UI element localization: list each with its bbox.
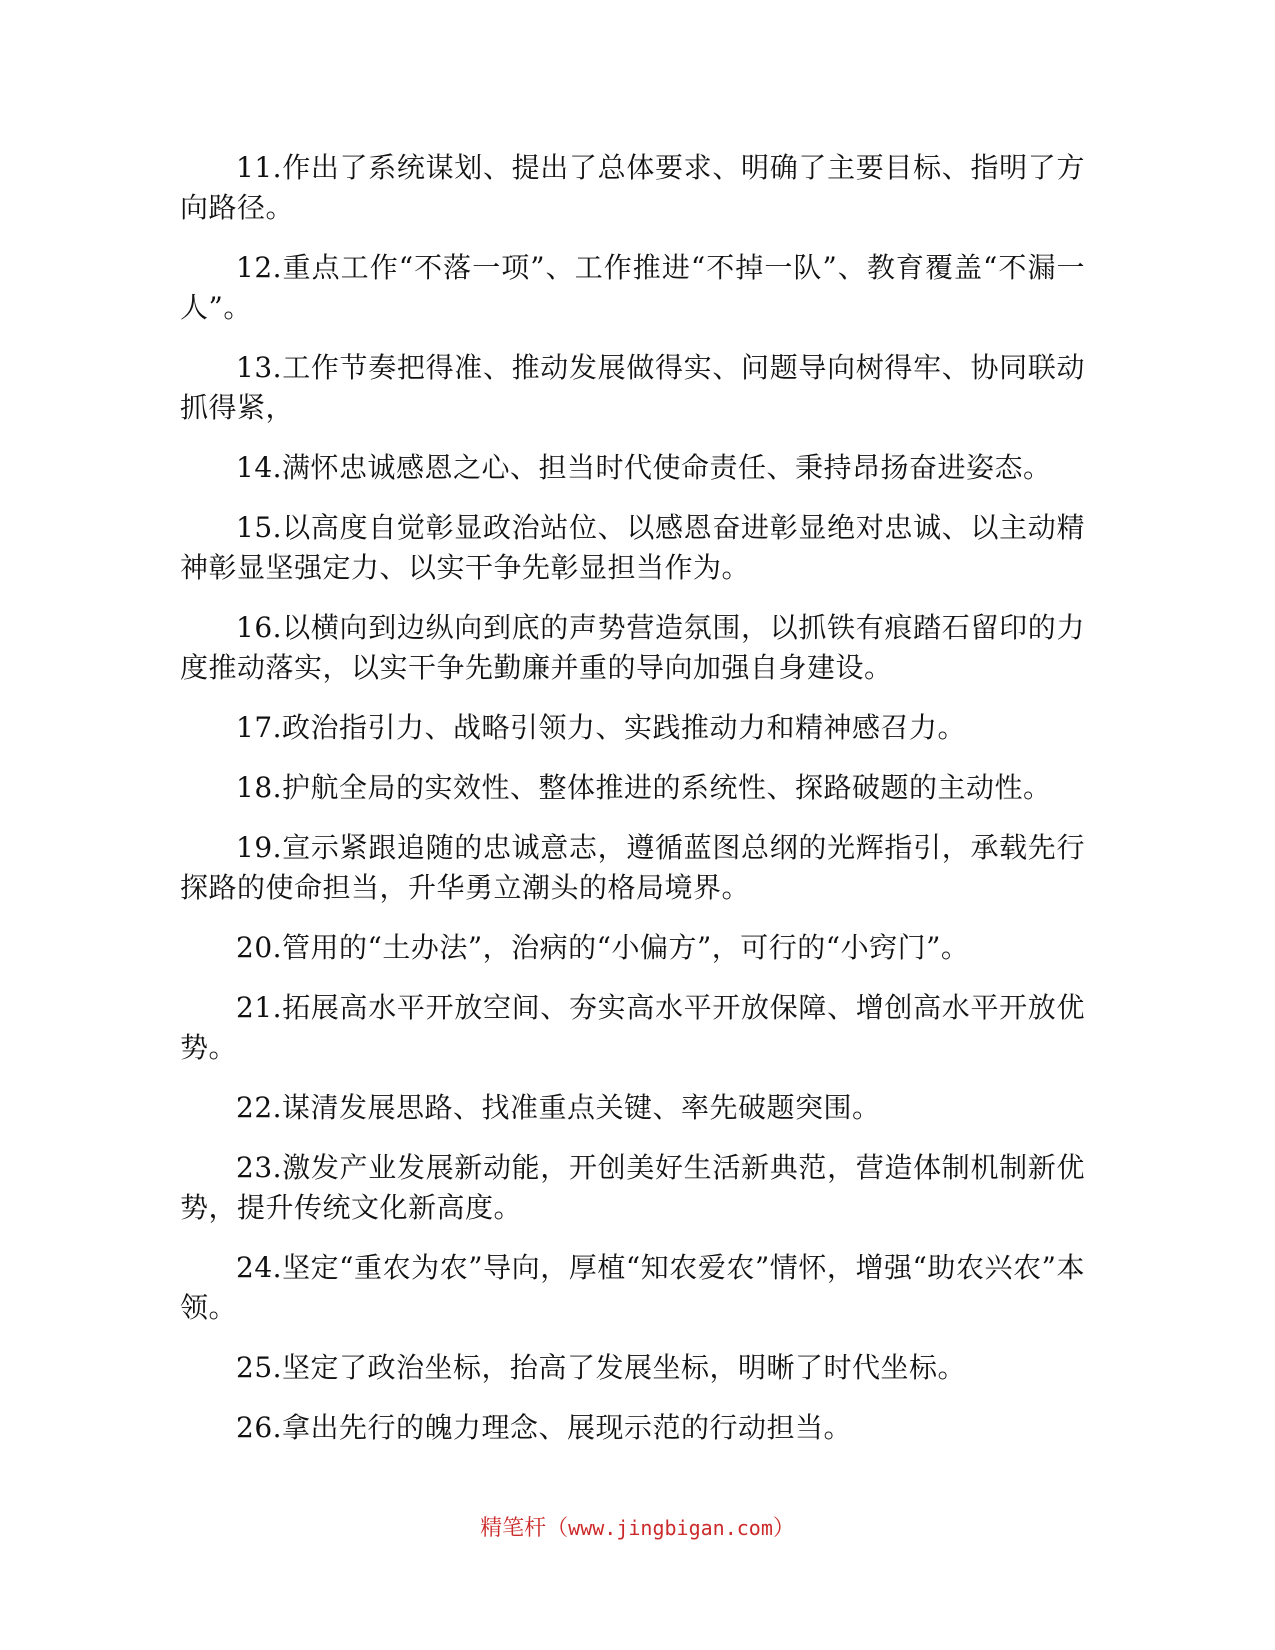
footer-site-name: 精笔杆 — [480, 1516, 547, 1541]
paragraph-19: 19.宣示紧跟追随的忠诚意志，遵循蓝图总纲的光辉指引，承载先行探路的使命担当，升华勇立潮头的格局境界。 — [180, 831, 1085, 904]
paragraph-25: 25.坚定了政治坐标，抬高了发展坐标，明晰了时代坐标。 — [236, 1351, 967, 1384]
paragraph-24: 24.坚定“重农为农”导向，厚植“知农爱农”情怀，增强“助农兴农”本领。 — [180, 1251, 1085, 1324]
paragraph-11: 11.作出了系统谋划、提出了总体要求、明确了主要目标、指明了方向路径。 — [180, 151, 1085, 224]
paragraph-15: 15.以高度自觉彰显政治站位、以感恩奋进彰显绝对忠诚、以主动精神彰显坚强定力、以实干争先彰显担当作为。 — [180, 511, 1085, 584]
paragraph-12: 12.重点工作“不落一项”、工作推进“不掉一队”、教育覆盖“不漏一人”。 — [180, 251, 1085, 324]
paragraph-26: 26.拿出先行的魄力理念、展现示范的行动担当。 — [236, 1411, 853, 1444]
paragraph-21: 21.拓展高水平开放空间、夯实高水平开放保障、增创高水平开放优势。 — [180, 991, 1085, 1064]
paragraph-18: 18.护航全局的实效性、整体推进的系统性、探路破题的主动性。 — [236, 771, 1052, 804]
footer-open-paren: （ — [546, 1516, 569, 1541]
paragraph-16: 16.以横向到边纵向到底的声势营造氛围，以抓铁有痕踏石留印的力度推动落实，以实干争先勤廉并重的导向加强自身建设。 — [180, 611, 1085, 684]
paragraph-14: 14.满怀忠诚感恩之心、担当时代使命责任、秉持昂扬奋进姿态。 — [236, 451, 1052, 484]
paragraph-17: 17.政治指引力、战略引领力、实践推动力和精神感召力。 — [236, 711, 967, 744]
document-body — [180, 148, 1085, 1468]
paragraph-13: 13.工作节奏把得准、推动发展做得实、问题导向树得牢、协同联动抓得紧， — [180, 351, 1085, 424]
paragraph-20: 20.管用的“土办法”，治病的“小偏方”，可行的“小窍门”。 — [236, 931, 970, 964]
footer-url-link[interactable]: www.jingbigan.com — [568, 1516, 773, 1540]
footer-close-paren: ） — [772, 1516, 795, 1541]
page-footer — [0, 1513, 1275, 1544]
paragraph-22: 22.谋清发展思路、找准重点关键、率先破题突围。 — [236, 1091, 881, 1124]
paragraph-23: 23.激发产业发展新动能，开创美好生活新典范，营造体制机制新优势，提升传统文化新高度。 — [180, 1151, 1085, 1224]
